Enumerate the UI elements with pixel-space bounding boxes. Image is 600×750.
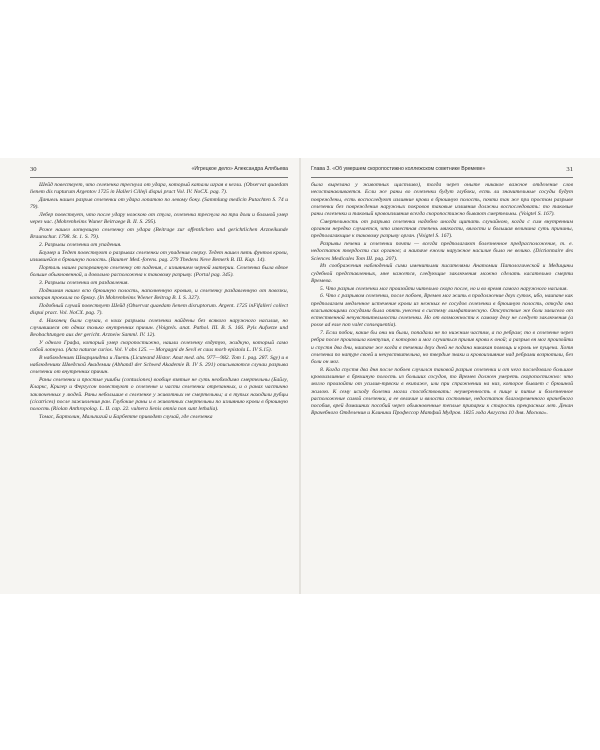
paragraph: 6. Что с разрывом селезенки, после побоев, Времев мог жить в продолжение двух суток, ибо, наипаче как предполагаем медленное истечение крови из нежных ее сосудов селезенки в брюшную полость, откуда она всасывающими сосудами была опять унесена в систему лимфатическую. Отсутствие же боли зависело от естественной нечувствительности селезенки. Но от возможности к самому делу не следует заключения (а posse ad esse non valet consequentia).	[311, 293, 573, 329]
left-page-header	[30, 166, 288, 178]
paragraph: Баумер и Тедет повествуют о разрывах селезенки от упадения сверху. Тедет нашел пять фунтов крови, излившейся в брюшную полость. (Baumer Med.-forens. pag. 279 Thedens Neve Bemerk B. III. Kap. 14).	[30, 249, 288, 263]
left-page-number: 30	[30, 166, 37, 173]
left-running-head: «Игрецкое дело» Александра Алябьева	[191, 166, 288, 172]
paragraph: Шейд повествует, что селезенка треснула от удара, который катали играя в кегли. (Observat quaedam lienem dis rupturum Argentov 1725 in Halleri Cilleji dispui pract Vol. IV. NoCX. pag. 7).	[30, 182, 288, 196]
right-page-number: 31	[566, 166, 573, 173]
paragraph: 4. Наконец были случаи, в коих разрывы селезенки найдены без всякого наружного насилия, но случившиеся от одних только внутренних причин. (Voigtels. anat. Pathol. III. B. S. 166. Pyls Aufsetze und Beobachtungen aus der gericht. Arzneiw Samml. IV. 12).	[30, 317, 288, 338]
left-page	[30, 166, 288, 590]
book-gutter	[299, 158, 301, 594]
right-running-head: Глава 3. «Об умершем скоропостижно коллежском советнике Времеве»	[311, 166, 486, 172]
paragraph: Порталь нашел разорванную селезенку от падения, с излиянием черной материи. Селезенка была вдвое больше обыкновенной, и довольно расположена к таковому разрыву. (Portal pag. 345).	[30, 264, 288, 278]
right-page-body	[311, 182, 573, 418]
paragraph: Подобный случай повествует Шейд (Observat quaedam lienem disruptorum. Argent. 1725 inFifalleri collect dispui pract. Vol. NoCX. pag. 7).	[30, 302, 288, 316]
paragraph: Разрывы печени и селезенки почти — всегда предполагают болезненное предрасположение, т. е. недостаток твердости сих органов; а наипаче ежели наружное насилие было не велико. (Dictionnaire des Sciences Medicales Tom III. pag. 207).	[311, 241, 573, 262]
paragraph: Смертельность от разрыва селезенки надобно иногда щитать случайною, когда с сим внутренним органом нередко случается, что известная степень мягкости, вялости и большая величина суть причины, предполагающие к таковому разрыву орган. (Voigtel S. 167).	[311, 218, 573, 240]
paragraph: У одного Графа, который умер скоропостижно, нашли селезенку вздутую, жидкую, который само собой лопнула. (Acta naturae curios. Vol. V abs 125. — Morgagni de Sevil et caus morb epistola L. IV S.15).	[30, 339, 288, 353]
paragraph: 5. Что разрыв селезенки мог произойти чительно скоро после, но и во время самого наружного насилия.	[320, 285, 568, 292]
paragraph: Роже нашел лопнувшую селезенку от удара (Beitrage zur offentlichen und gerichtlichen Arzneikunde Braunschur. 1798. St. 1. S. 79).	[30, 227, 288, 241]
paragraph: была вырезана у животных щастливо), тогда через оныте никакое важное отделение слов несостанавливается. Если же раны во селезенки будут глубоки, есть ли значительные сосуды будут повреждены, есть воспоследуют излияние крови в брюшную полость, почти так же при простом разрыве селезенки без повреждения наружных покровов таковые излияния должны воспоследовать: то таковые раны селезенки и таковый кровоизлияния всегда скоропостижно бывают смертельны. (Voigtel S. 167).	[311, 182, 573, 217]
left-page-body	[30, 182, 288, 421]
paragraph: 8. Когда спустя два дня после побоев случился таковой разрыв селезенки и от чего последовало большое кровоизлияние в брюшную полость из больших сосудов, то Времев должен умереть скоропостижно: что могло произойти от усилия-тряски в екипаже, или при спражнении на низ, которое бывает с брюшной жилою. К сему исходу болезни могли способствовать: неумеренность в пище и питье и болезненное расположение самой селезенки, а ее величие и вялости состояние, недостаток благовременного врачебного пособия, врей домашних пособий через обыкновенные теплые припарки к старость прекрасных лет. Декан Врачебного Отделения и Клиники Профессор Матфий Мудров. 1825 года Августа 10 дня. Москва».	[311, 366, 573, 417]
paragraph: 7. Если побои, какие бы они ни были, попадали не по нижним частям, а по ребрам; то в селезенке через ребра после произошла контузия, с которою и мог случиться прилив крови к оной; а разрыв ея мог произойти и спустя два дни, наипаче же когда в течении двух дней не подана никакая помощь и кровь не пущена. Хотя селезенка по натуре своей и нечувствительна, но твердые знаки и кровоизлияние над ребрами возрютили, без боли он мог.	[311, 330, 573, 365]
section-heading: 3. Разрывы селезенки от раздавления.	[39, 279, 129, 286]
paragraph: Лебер повествует, что после удару ножкою от стула, селезенка треснула на три доли и больной умер через час. (Mohrenheims Wuner Beitraege B. II. S. 295).	[30, 212, 288, 226]
paragraph: Раны селезенки и простые ушибы (contusiones) вообще взятые не суть необходимо смертельны (Байлу, Кларкс, Кригер и Фергусон повествуют о селезенке и части селезенки отрезанных, и о ранах частично заключенных у людей. Раны небольшие в селезенке у животных не смертельны; а в тупых находили рубцы (cicatrices) после заживления ран. Глубокие раны и в животных смертельны по излиянию крови в брюшную полость (Riolan Anthropolog. L. II. cap. 22. vulnera lienis omnia non sunt lethalia).	[30, 377, 288, 412]
paragraph: Томас, Бартолин, Мальпигий и Барбетте приводят случай, где селезенка	[39, 413, 213, 420]
book-spread	[0, 158, 600, 594]
paragraph: В наблюдениях Шварцмидта и Лиеть (Licuteand Histor. Anat med. abs. 977—982. Tom 1. pag. 287. Sgy) и в наблюдениях Шведской Академии (Abhandl der Schwed Akademie B. IV S. 291) описываются случаи разрыва селезенки от внутренних причин.	[30, 354, 288, 376]
paragraph: Даниель нашел разрыв селезенки от удара лопатою по левому боку. (Sammlung medicin Putachten S. 74 и 79).	[30, 197, 288, 211]
right-page	[311, 166, 573, 590]
right-page-header	[311, 166, 573, 178]
paragraph: Из соображения наблюдений сими именитыми писателями Анатомии Патологической и Медицины судебной представленных, мне кажется, следующие заключения можно сделать касательно смерти Времева.	[311, 263, 573, 284]
section-heading: 2. Разрывы селезенки от упадения.	[39, 242, 122, 248]
paragraph: Поднимая нашел всю брюшную полость, наполненную кровью, и селезенку раздавленную от повозки, которая проехала по брюху. (In Mohrenheims Wiener Beitrag B. I. S. 327).	[30, 287, 288, 301]
